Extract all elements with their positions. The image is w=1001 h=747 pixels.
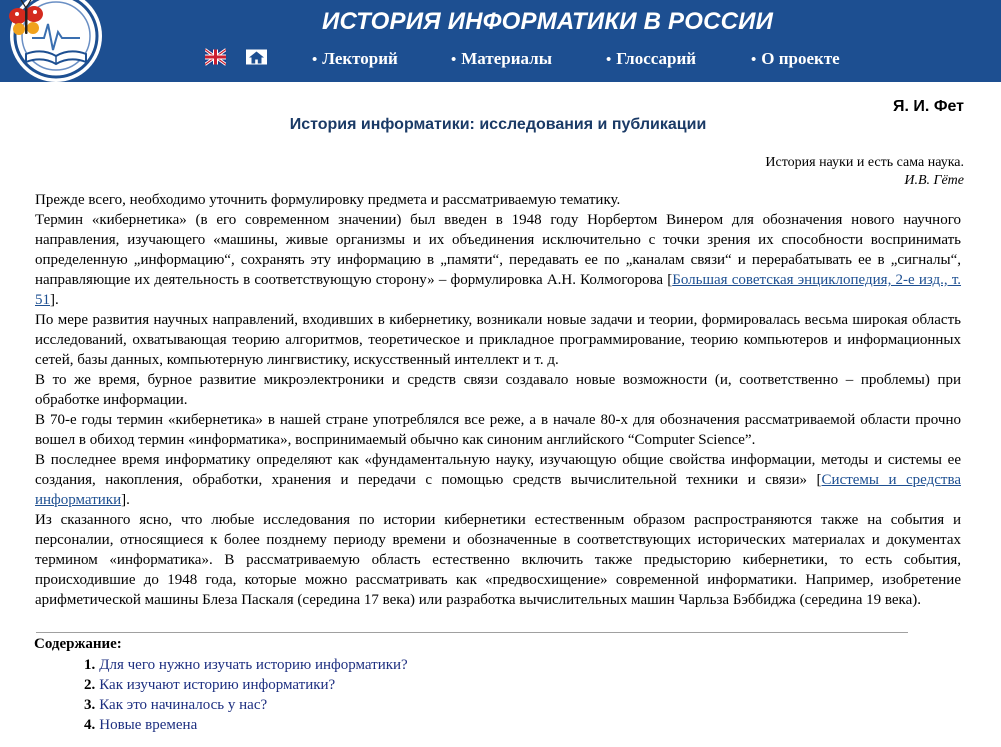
toc-item-number: 1. [84,657,96,673]
paragraph-5: В 70-е годы термин «кибернетика» в нашей стране употреблялся все реже, а в начале 80-х для обозначения рассматриваемой области прочно вошел в обиход термин «информатика», воспринимаемый обычно как синоним английского “Computer Science”. [35,412,961,448]
systems-reference-link[interactable]: Системы и средства информатики [35,472,961,508]
main-nav [0,48,1001,70]
toc-link-how-study[interactable]: Как изучают историю информатики? [99,677,336,693]
paragraph-1: Прежде всего, необходимо уточнить формулировку предмета и рассматриваемую тематику. [35,192,621,208]
article-author: Я. И. Фет [893,98,964,115]
toc-item-number: 2. [84,677,96,693]
nav-item-glossary[interactable]: • Глоссарий [606,49,697,68]
paragraph-7: Из сказанного ясно, что любые исследования по истории кибернетики естественным образом распространяются также на события и персоналии, относящиеся к более позднему периоду времени и обозначенные в соответствующих исторических материалах и документах термином «информатика». В рассматриваемую область естественно включить также предысторию кибернетики, то есть события, происходившие до 1948 года, которые можно рассматривать как «предвосхищение» современной информатики. Например, изобретение арифметической машины Блеза Паскаля (середина 17 века) или разработка вычислительных машин Чарльза Бэббиджа (середина 19 века). [35,512,961,608]
epigraph-signature: И.В. Гёте [904,173,964,188]
site-title: ИСТОРИЯ ИНФОРМАТИКИ В РОССИИ [322,8,774,35]
site-header [0,0,1001,82]
toc-item [84,675,408,695]
site-logo-icon[interactable] [4,0,108,88]
toc-link-beginnings[interactable]: Как это начиналось у нас? [99,697,268,713]
paragraph-6-text: В последнее время информатику определяют как «фундаментальную науку, изучающую общие свойства информации, методы и системы ее создания, накопления, обработки, хранения и передачи с помощью средств вычислительной техники и связи» [ [35,452,961,488]
toc-item-number: 4. [84,717,96,733]
epigraph-text: История науки и есть сама наука. [765,155,964,170]
toc-link-why-study[interactable]: Для чего нужно изучать историю информатики? [99,657,408,673]
english-flag-icon[interactable] [205,48,226,66]
nav-item-materials[interactable]: • Материалы [451,49,552,68]
paragraph-3: По мере развития научных направлений, входивших в кибернетику, возникали новые задачи и теории, формировалась весьма широкая область исследований, охватывающая теорию алгоритмов, теоретическое и прикладное программирование, теорию компьютеров и информационных сетей, базы данных, компьютерную лингвистику, искусственный интеллект и т. д. [35,312,961,368]
paragraph-2-text: Термин «кибернетика» (в его современном значении) был введен в 1948 году Норбертом Винером для обозначения нового научного направления, изучающего «машины, живые организмы и их объединения исключительно с точки зрения их способности воспринимать определенную „информацию“, сохранять эту информацию в „памяти“, передавать ее по „каналам связи“ и перерабатывать ее в „сигналы“, направляющие их деятельность в соответствующую сторону» – формулировка А.Н. Колмогорова [ [35,212,961,288]
toc-item [84,715,408,735]
paragraph-6-end: ]. [121,492,130,508]
paragraph-6 [35,450,961,510]
article-body [35,190,961,610]
epigraph [765,154,964,190]
paragraph-4: В то же время, бурное развитие микроэлектроники и средств связи создавало новые возможности (и, соответственно – проблемы) при обработке информации. [35,372,961,408]
divider [36,632,908,633]
toc-title: Содержание: [34,636,122,652]
toc-item [84,695,408,715]
nav-item-about[interactable]: • О проекте [751,49,840,68]
nav-item-lectures[interactable]: • Лекторий [312,49,398,68]
paragraph-2 [35,210,961,310]
toc-item [84,655,408,675]
paragraph-2-end: ]. [50,292,59,308]
article-title: История информатики: исследования и публикации [289,116,707,133]
table-of-contents [84,655,408,735]
toc-link-new-times[interactable]: Новые времена [99,717,198,733]
bse-reference-link[interactable]: Большая советская энциклопедия, 2-е изд., т. 51 [35,272,962,308]
toc-item-number: 3. [84,697,96,713]
home-icon[interactable] [246,48,267,66]
